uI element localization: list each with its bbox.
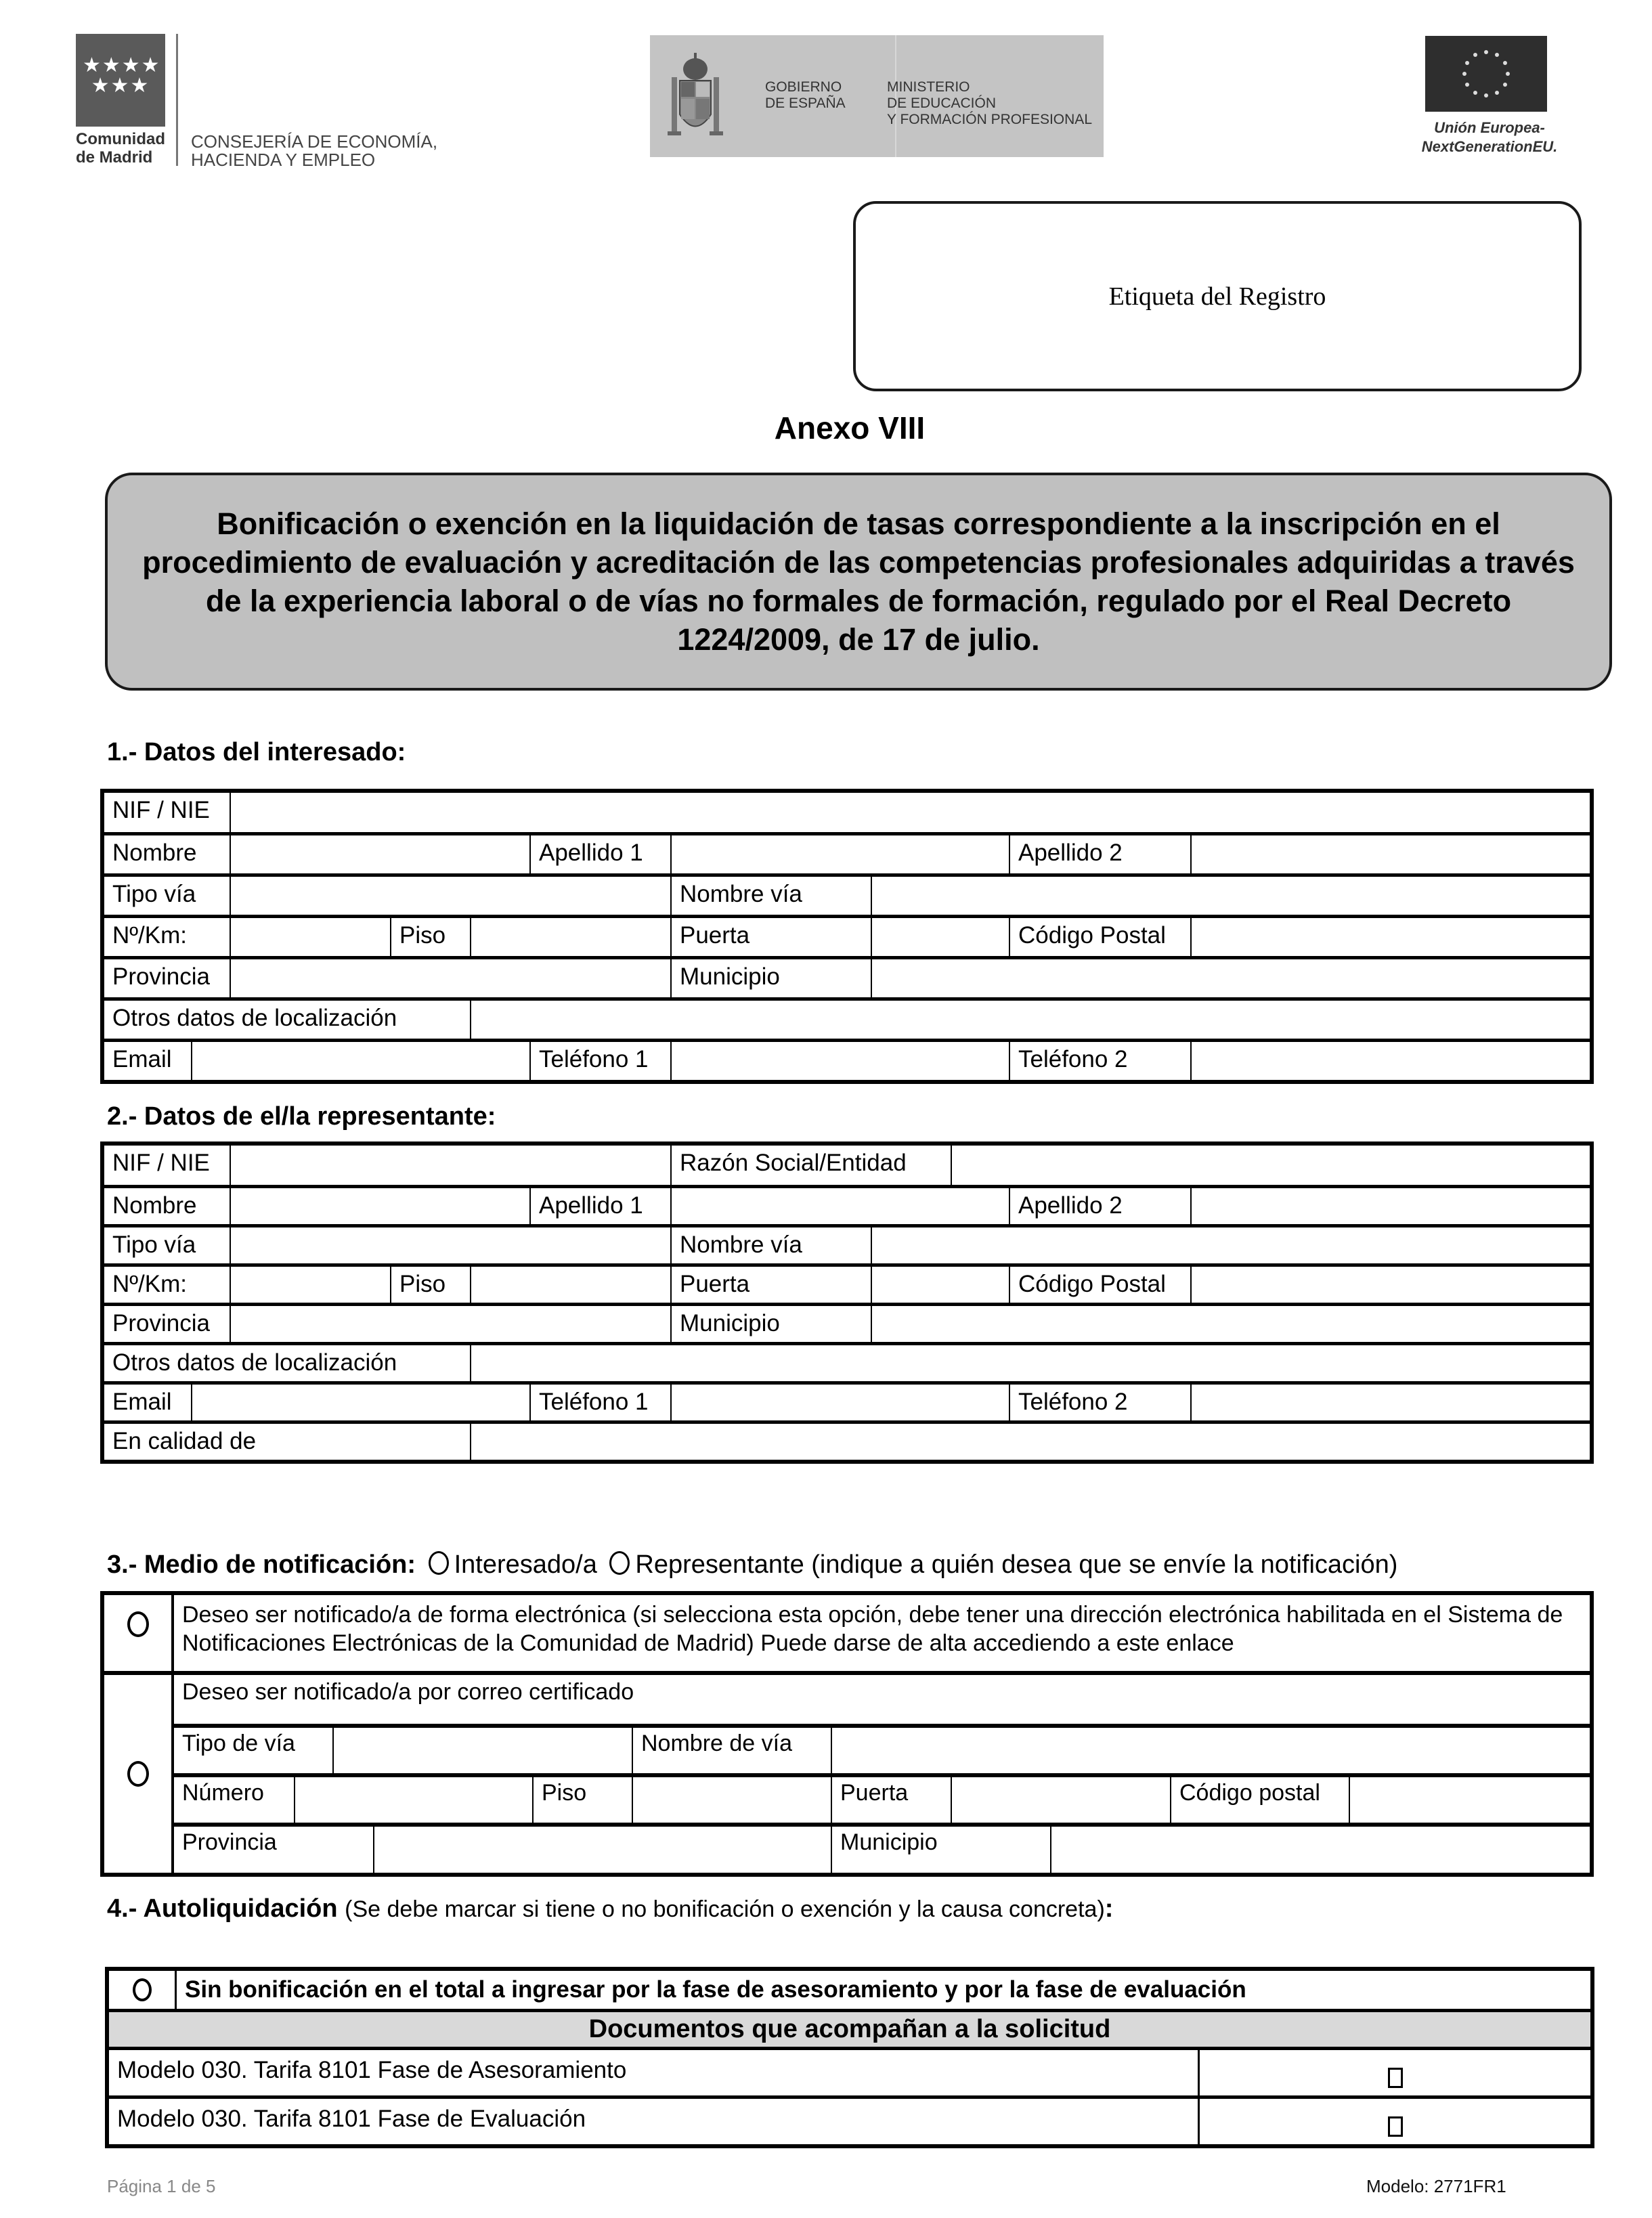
rep-en-calidad-input[interactable] <box>471 1424 1590 1460</box>
table-row <box>104 1224 1590 1263</box>
table-row <box>104 1303 1590 1342</box>
rep-apellido2-label: Apellido 2 <box>1009 1188 1190 1224</box>
nif-label: NIF / NIE <box>112 797 210 823</box>
apellido2-label: Apellido 2 <box>1009 835 1190 873</box>
rep-nombre-field[interactable] <box>230 1188 529 1224</box>
telefono1-label: Teléfono 1 <box>529 1042 670 1080</box>
madrid-stars-icon: ★★★★ ★★★ <box>83 54 161 97</box>
rep-otros-field[interactable] <box>470 1345 1590 1381</box>
puerta-input[interactable] <box>872 918 1009 956</box>
email-field[interactable] <box>191 1042 529 1080</box>
rep-en-calidad-field[interactable] <box>470 1424 1590 1460</box>
rep-apellido2-input[interactable] <box>1192 1188 1590 1224</box>
postal-radio-cell <box>104 1675 174 1873</box>
postal-municipio-input[interactable] <box>1051 1827 1590 1873</box>
section2-heading: 2.- Datos de el/la representante: <box>107 1102 496 1131</box>
rep-num-km-label: Nº/Km: <box>112 1271 188 1297</box>
postal-puerta-input[interactable] <box>952 1777 1170 1823</box>
num-km-label: Nº/Km: <box>112 922 188 949</box>
document-check-cell <box>1198 2099 1590 2144</box>
rep-apellido1-label: Apellido 1 <box>529 1188 670 1224</box>
notify-representante-label: Representante (indique a quién desea que se envíe la notificación) <box>635 1550 1398 1579</box>
ministerio-line3: Y FORMACIÓN PROFESIONAL <box>887 112 1092 127</box>
piso-field[interactable] <box>470 918 670 956</box>
gobierno-line1: GOBIERNO <box>765 79 842 95</box>
nombre-via-field[interactable] <box>871 877 1590 915</box>
rep-tipo-via-field[interactable] <box>230 1227 670 1263</box>
rep-email-input[interactable] <box>192 1385 529 1420</box>
codigo-postal-field[interactable] <box>1190 918 1590 956</box>
telefono2-field[interactable] <box>1190 1042 1590 1080</box>
madrid-name <box>76 130 165 167</box>
postal-address-block <box>174 1675 1590 1873</box>
table-row <box>104 1263 1590 1303</box>
postal-row-provincia <box>174 1823 1590 1873</box>
document-row <box>109 2047 1590 2095</box>
rep-provincia-label: Provincia <box>112 1310 210 1336</box>
model-code: Modelo: 2771FR1 <box>1366 2176 1506 2196</box>
rep-codigo-postal-label: Código Postal <box>1009 1267 1190 1303</box>
nombre-input[interactable] <box>231 835 529 873</box>
rep-puerta-input[interactable] <box>872 1267 1009 1303</box>
apellido2-input[interactable] <box>1192 835 1590 873</box>
rep-codigo-postal-field[interactable] <box>1190 1267 1590 1303</box>
piso-input[interactable] <box>471 918 670 956</box>
rep-piso-input[interactable] <box>471 1267 670 1303</box>
postal-nombre-via-label: Nombre de vía <box>632 1728 831 1773</box>
rep-telefono1-input[interactable] <box>672 1385 1009 1420</box>
consejeria-line2: HACIENDA Y EMPLEO <box>191 150 376 170</box>
section4-heading-title: 4.- Autoliquidación <box>107 1894 338 1923</box>
ministerio-name <box>887 79 1092 128</box>
rep-telefono1-label: Teléfono 1 <box>529 1385 670 1420</box>
puerta-field[interactable] <box>871 918 1009 956</box>
nif-field[interactable] <box>230 793 1590 832</box>
postal-provincia-field[interactable] <box>373 1827 831 1873</box>
registry-label-box <box>853 201 1582 391</box>
gobierno-espana-logo <box>650 35 1104 157</box>
table-row <box>104 1381 1590 1420</box>
piso-label: Piso <box>390 918 470 956</box>
apellido1-label: Apellido 1 <box>529 835 670 873</box>
sin-bonificacion-radio-cell <box>109 1971 177 2009</box>
rep-nif-input[interactable] <box>231 1146 670 1185</box>
annex-title: Anexo VIII <box>774 410 926 445</box>
interesado-table <box>100 789 1594 1084</box>
nombre-via-input[interactable] <box>872 877 1590 915</box>
sin-bonificacion-label: Sin bonificación en el total a ingresar por la fase de asesoramiento y por la fase de evaluación <box>185 1976 1246 2003</box>
gobierno-name <box>765 79 846 112</box>
table-row <box>104 915 1590 956</box>
rep-razon-social-input[interactable] <box>952 1146 1590 1185</box>
apellido2-field[interactable] <box>1190 835 1590 873</box>
notify-interesado-radio[interactable] <box>429 1551 449 1575</box>
rep-codigo-postal-input[interactable] <box>1192 1267 1590 1303</box>
madrid-flag-icon <box>76 34 165 127</box>
table-row <box>104 873 1590 915</box>
document-asesoramiento-checkbox[interactable] <box>1388 2068 1403 2088</box>
codigo-postal-label: Código Postal <box>1009 918 1190 956</box>
section3-heading-title: 3.- Medio de notificación: <box>107 1550 416 1579</box>
rep-email-field[interactable] <box>191 1385 529 1420</box>
rep-nombre-via-input[interactable] <box>872 1227 1590 1263</box>
documents-header: Documentos que acompañan a la solicitud <box>109 2009 1590 2047</box>
postal-municipio-label: Municipio <box>831 1827 1050 1873</box>
table-row <box>104 1342 1590 1381</box>
table-row <box>104 1146 1590 1185</box>
postal-row-numero <box>174 1773 1590 1823</box>
eu-flag-icon <box>1425 36 1547 112</box>
rep-nombre-via-label: Nombre vía <box>670 1227 871 1263</box>
rep-piso-label: Piso <box>390 1267 470 1303</box>
eu-nextgeneration-logo <box>1418 30 1561 176</box>
postal-row-via <box>174 1724 1590 1773</box>
municipio-field[interactable] <box>871 959 1590 997</box>
table-row <box>104 956 1590 997</box>
telefono1-field[interactable] <box>670 1042 1009 1080</box>
provincia-field[interactable] <box>230 959 670 997</box>
nombre-field[interactable] <box>230 835 529 873</box>
postal-notification-text: Deseo ser notificado/a por correo certificado <box>182 1679 634 1705</box>
rep-nombre-label: Nombre <box>112 1192 197 1219</box>
rep-nif-label: NIF / NIE <box>112 1150 210 1176</box>
rep-piso-field[interactable] <box>470 1267 670 1303</box>
email-input[interactable] <box>192 1042 529 1080</box>
rep-telefono2-field[interactable] <box>1190 1385 1590 1420</box>
electronic-notification-text: Deseo ser notificado/a de forma electrónica (si selecciona esta opción, debe tener una dirección electrónica habilitada en el Sistema de Notificaciones Electrónicas de la Comunidad de Madrid) Puede darse de alta accediendo a este enlace <box>182 1602 1563 1656</box>
rep-municipio-label: Municipio <box>670 1306 871 1342</box>
rep-telefono1-field[interactable] <box>670 1385 1009 1420</box>
rep-apellido1-input[interactable] <box>672 1188 1009 1224</box>
nombre-via-label: Nombre vía <box>670 877 871 915</box>
postal-tipo-via-field[interactable] <box>332 1728 632 1773</box>
nif-input[interactable] <box>231 793 1590 832</box>
postal-piso-input[interactable] <box>633 1777 831 1823</box>
telefono2-input[interactable] <box>1192 1042 1590 1080</box>
autoliquidacion-table <box>105 1967 1594 2148</box>
section3-heading <box>107 1550 1397 1580</box>
municipio-label: Municipio <box>670 959 871 997</box>
rep-puerta-field[interactable] <box>871 1267 1009 1303</box>
rep-apellido2-field[interactable] <box>1190 1188 1590 1224</box>
provincia-input[interactable] <box>231 959 670 997</box>
rep-email-label: Email <box>112 1389 172 1415</box>
postal-codigo-postal-field[interactable] <box>1349 1777 1590 1823</box>
section4-heading-note: (Se debe marcar si tiene o no bonificación o exención y la causa concreta) <box>345 1896 1105 1922</box>
postal-puerta-label: Puerta <box>831 1777 951 1823</box>
rep-municipio-input[interactable] <box>872 1306 1590 1342</box>
otros-field[interactable] <box>470 1001 1590 1039</box>
postal-numero-field[interactable] <box>294 1777 532 1823</box>
rep-num-km-input[interactable] <box>231 1267 390 1303</box>
electronic-radio-cell <box>104 1595 174 1671</box>
rep-provincia-field[interactable] <box>230 1306 670 1342</box>
rep-telefono2-label: Teléfono 2 <box>1009 1385 1190 1420</box>
table-row <box>104 793 1590 832</box>
apellido1-field[interactable] <box>670 835 1009 873</box>
electronic-notification-radio[interactable] <box>127 1611 149 1637</box>
puerta-label: Puerta <box>670 918 871 956</box>
rep-tipo-via-input[interactable] <box>231 1227 670 1263</box>
rep-otros-input[interactable] <box>471 1345 1590 1381</box>
comunidad-madrid-logo <box>76 34 455 176</box>
form-title: Bonificación o exención en la liquidación de tasas correspondiente a la inscripción en el procedimiento de evaluación y acreditación de las competencias profesionales adquiridas a través de la experiencia laboral o de vías no formales de formación, regulado por el Real Decreto 1224/2009, de 17 de julio. <box>142 506 1575 657</box>
rep-en-calidad-label: En calidad de <box>112 1428 257 1454</box>
postal-piso-label: Piso <box>532 1777 632 1823</box>
postal-notification-row <box>104 1671 1590 1873</box>
eu-text-line2: NextGenerationEU. <box>1421 138 1558 155</box>
codigo-postal-input[interactable] <box>1192 918 1590 956</box>
electronic-notification-row <box>104 1595 1590 1671</box>
madrid-name-line2: de Madrid <box>76 148 153 167</box>
registry-label-text: Etiqueta del Registro <box>1108 282 1326 311</box>
notification-table <box>100 1591 1594 1877</box>
document-check-cell <box>1198 2050 1590 2095</box>
otros-label: Otros datos de localización <box>112 1005 397 1031</box>
spain-coat-of-arms-icon <box>665 50 726 142</box>
rep-nombre-via-field[interactable] <box>871 1227 1590 1263</box>
rep-num-km-field[interactable] <box>230 1267 390 1303</box>
rep-razon-social-field[interactable] <box>951 1146 1590 1185</box>
num-km-input[interactable] <box>231 918 390 956</box>
logo-divider <box>176 34 178 166</box>
postal-municipio-field[interactable] <box>1050 1827 1590 1873</box>
postal-numero-label: Número <box>182 1780 264 1806</box>
provincia-label: Provincia <box>112 963 210 990</box>
tipo-via-label: Tipo vía <box>112 881 196 907</box>
notify-representante-radio[interactable] <box>609 1551 630 1575</box>
num-km-field[interactable] <box>230 918 390 956</box>
notify-interesado-label: Interesado/a <box>454 1550 597 1579</box>
telefono2-label: Teléfono 2 <box>1009 1042 1190 1080</box>
postal-notification-radio[interactable] <box>127 1761 149 1787</box>
tipo-via-field[interactable] <box>230 877 670 915</box>
form-title-box <box>105 473 1612 691</box>
page-number: Página 1 de 5 <box>107 2176 216 2196</box>
postal-puerta-field[interactable] <box>951 1777 1170 1823</box>
rep-provincia-input[interactable] <box>231 1306 670 1342</box>
table-row <box>104 997 1590 1039</box>
section4-heading <box>107 1894 1113 1923</box>
madrid-name-line1: Comunidad <box>76 130 165 148</box>
postal-provincia-label: Provincia <box>182 1829 277 1855</box>
table-row <box>104 1039 1590 1080</box>
rep-otros-label: Otros datos de localización <box>112 1349 397 1376</box>
nombre-label: Nombre <box>112 840 197 866</box>
postal-nombre-via-input[interactable] <box>832 1728 1590 1773</box>
rep-puerta-label: Puerta <box>670 1267 871 1303</box>
document-label: Modelo 030. Tarifa 8101 Fase de Evaluación <box>117 2106 586 2132</box>
postal-numero-input[interactable] <box>295 1777 532 1823</box>
document-row <box>109 2095 1590 2144</box>
consejeria-name <box>191 133 437 169</box>
municipio-input[interactable] <box>872 959 1590 997</box>
ministerio-line1: MINISTERIO <box>887 79 970 95</box>
postal-tipo-via-input[interactable] <box>334 1728 632 1773</box>
eu-text-line1: Unión Europea- <box>1434 119 1545 136</box>
section4-heading-colon: : <box>1104 1894 1114 1923</box>
sin-bonificacion-radio[interactable] <box>133 1978 152 2001</box>
apellido1-input[interactable] <box>672 835 1009 873</box>
representante-table <box>100 1141 1594 1464</box>
rep-municipio-field[interactable] <box>871 1306 1590 1342</box>
email-label: Email <box>112 1046 172 1072</box>
gobierno-line2: DE ESPAÑA <box>765 95 846 111</box>
document-evaluacion-checkbox[interactable] <box>1388 2116 1403 2137</box>
eu-text <box>1418 118 1561 156</box>
rep-razon-social-label: Razón Social/Entidad <box>670 1146 951 1185</box>
otros-input[interactable] <box>471 1001 1590 1039</box>
eu-stars-icon <box>1425 36 1547 112</box>
postal-provincia-input[interactable] <box>374 1827 831 1873</box>
postal-codigo-postal-input[interactable] <box>1350 1777 1590 1823</box>
tipo-via-input[interactable] <box>231 877 670 915</box>
postal-piso-field[interactable] <box>632 1777 831 1823</box>
postal-tipo-via-label: Tipo de vía <box>182 1731 295 1756</box>
postal-nombre-via-field[interactable] <box>831 1728 1590 1773</box>
rep-nombre-input[interactable] <box>231 1188 529 1224</box>
rep-apellido1-field[interactable] <box>670 1188 1009 1224</box>
rep-nif-field[interactable] <box>230 1146 670 1185</box>
consejeria-line1: CONSEJERÍA DE ECONOMÍA, <box>191 131 438 152</box>
table-row <box>104 832 1590 873</box>
table-row <box>104 1185 1590 1224</box>
table-row <box>104 1420 1590 1460</box>
postal-codigo-postal-label: Código postal <box>1170 1777 1349 1823</box>
document-label: Modelo 030. Tarifa 8101 Fase de Asesoramiento <box>117 2057 627 2083</box>
rep-telefono2-input[interactable] <box>1192 1385 1590 1420</box>
rep-tipo-via-label: Tipo vía <box>112 1232 196 1258</box>
sin-bonificacion-row <box>109 1971 1590 2009</box>
ministerio-line2: DE EDUCACIÓN <box>887 95 997 111</box>
section1-heading: 1.- Datos del interesado: <box>107 738 406 766</box>
telefono1-input[interactable] <box>672 1042 1009 1080</box>
